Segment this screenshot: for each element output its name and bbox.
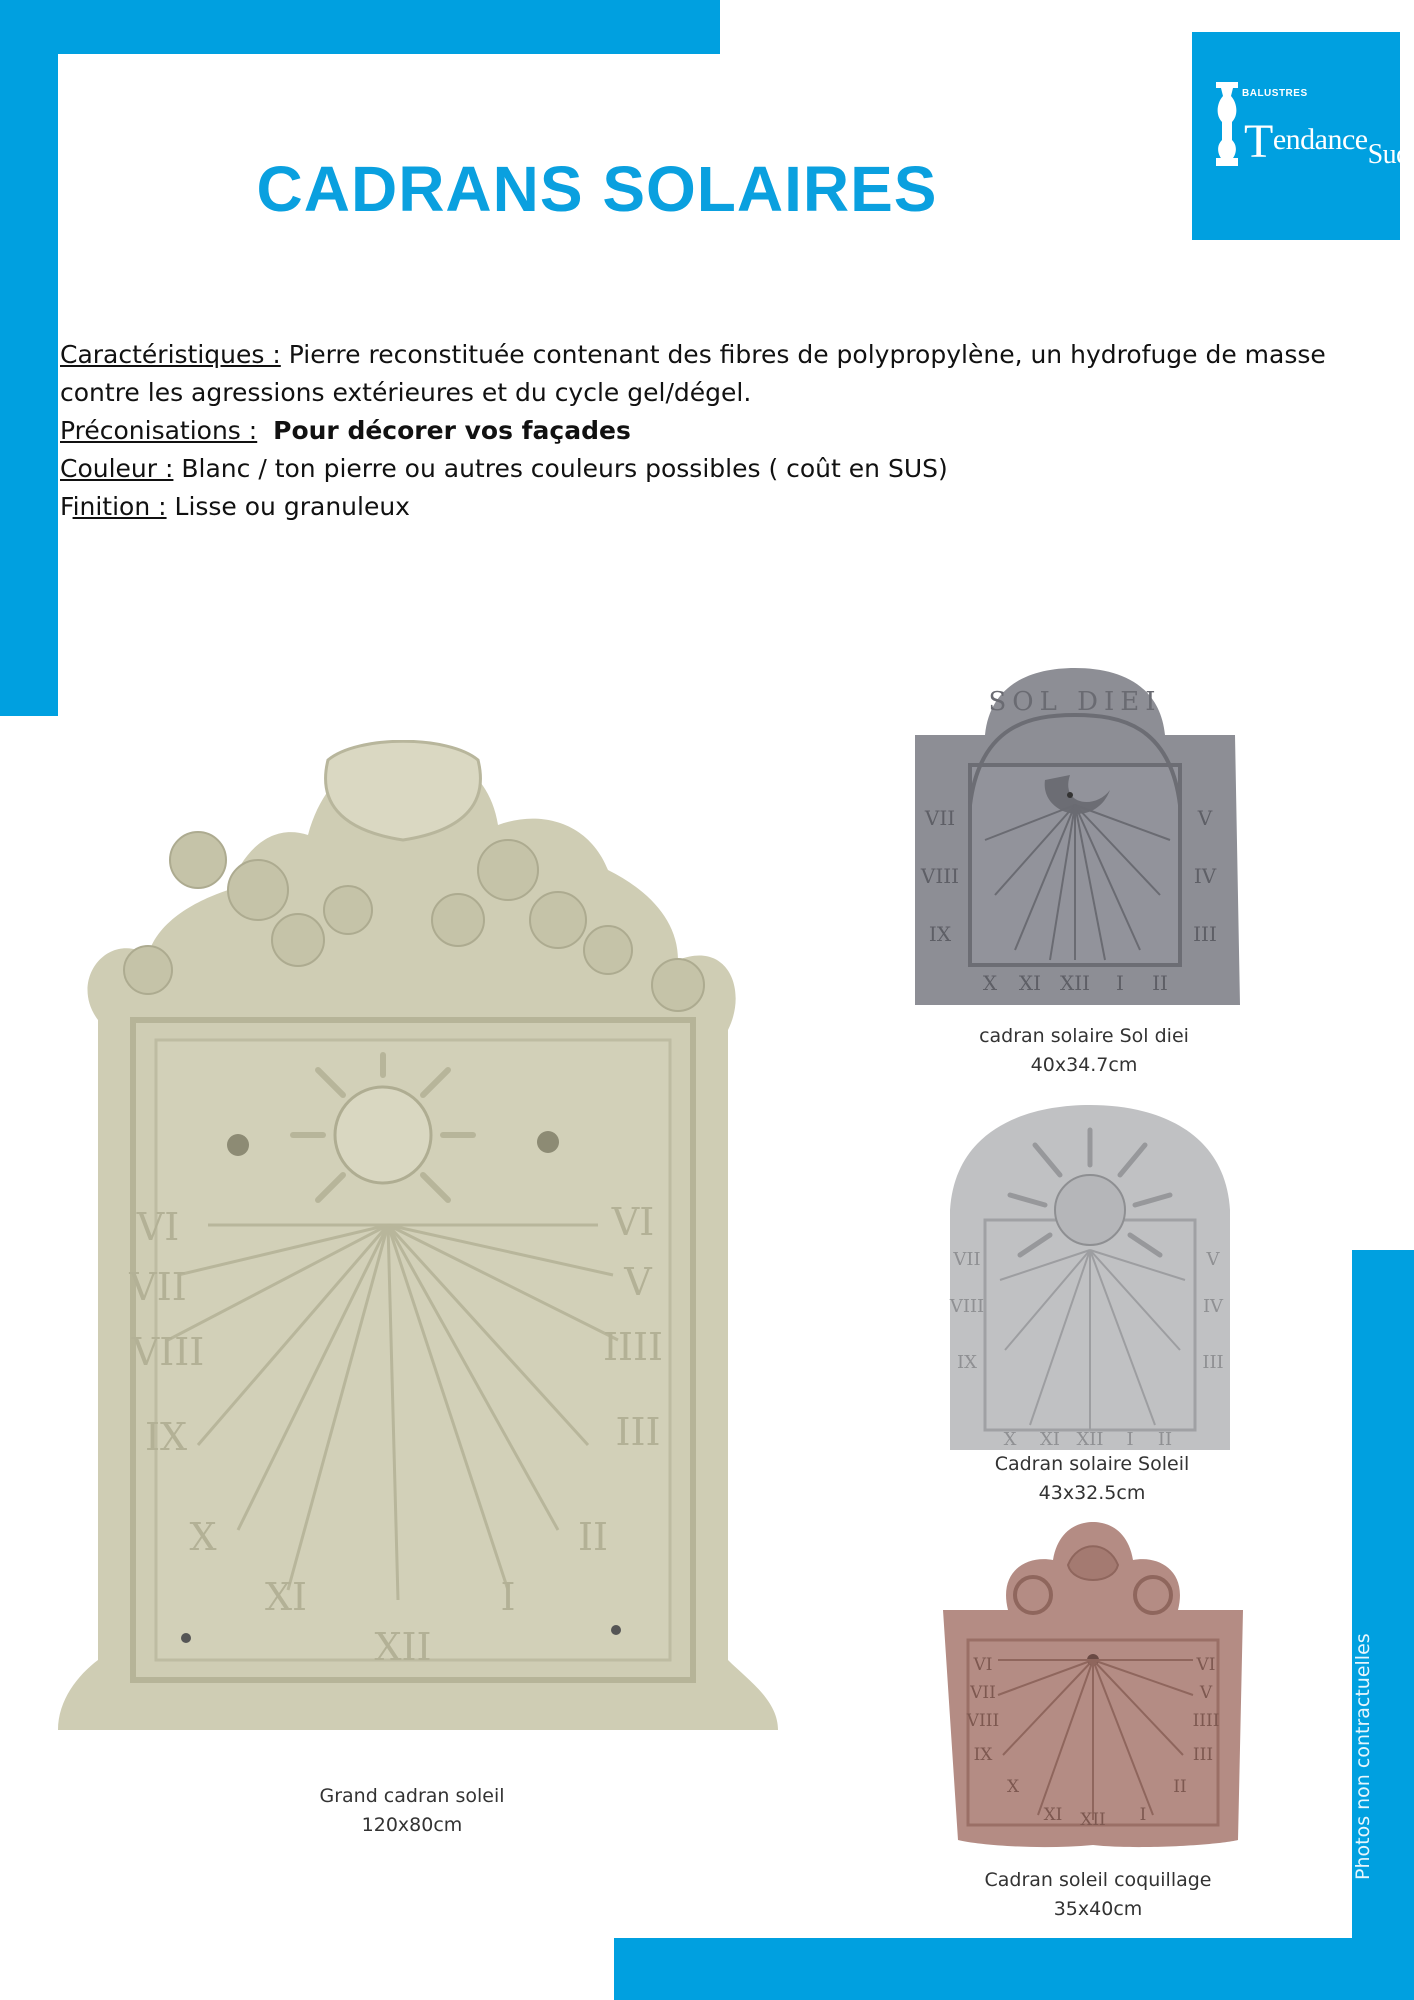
product-name: Grand cadran soleil	[319, 1785, 505, 1807]
spec-label: inition :	[72, 492, 167, 521]
numeral: X	[1006, 1777, 1020, 1797]
caption-sol-diei	[934, 1022, 1234, 1080]
numeral: VIII	[966, 1711, 1000, 1731]
numeral: IV	[1193, 864, 1217, 888]
spec-caracteristiques	[60, 336, 1360, 412]
product-size: 43x32.5cm	[1038, 1482, 1146, 1504]
numeral: VIII	[949, 1296, 985, 1317]
sundial-soleil-image	[945, 1100, 1235, 1455]
numeral: III	[1202, 1352, 1224, 1373]
numeral: XI	[1018, 971, 1042, 995]
bottom-blue-bar	[614, 1938, 1414, 2000]
logo-initial: T	[1244, 115, 1273, 168]
numeral: IV	[1202, 1296, 1224, 1317]
numeral: X	[1003, 1429, 1017, 1450]
numeral: VI	[1196, 1655, 1216, 1675]
logo-name	[1244, 106, 1410, 170]
numeral: XI	[1040, 1429, 1060, 1450]
numeral: XII	[374, 1625, 432, 1669]
numeral: VII	[970, 1683, 996, 1703]
numeral: I	[500, 1575, 516, 1619]
numeral: V	[1199, 1683, 1213, 1703]
caption-coquillage	[948, 1866, 1248, 1924]
numeral: XI	[1043, 1805, 1063, 1825]
product-name: Cadran soleil coquillage	[984, 1869, 1212, 1891]
spec-label: Préconisations :	[60, 416, 258, 445]
numeral: VI	[611, 1200, 655, 1244]
numeral: II	[1152, 971, 1168, 995]
spec-value: Blanc / ton pierre ou autres couleurs possibles ( coût en SUS)	[173, 454, 948, 483]
product-name: Cadran solaire Soleil	[994, 1453, 1190, 1475]
numeral: III	[615, 1410, 661, 1454]
spec-preconisations	[60, 412, 1360, 450]
numeral: VII	[924, 806, 956, 830]
spec-couleur	[60, 450, 1360, 488]
spec-finition	[60, 488, 1360, 526]
product-size: 120x80cm	[361, 1814, 463, 1836]
numeral: IX	[928, 922, 952, 946]
numeral: IX	[957, 1352, 977, 1373]
numeral: X	[189, 1515, 217, 1559]
product-name: cadran solaire Sol diei	[979, 1025, 1189, 1047]
numeral: IIII	[602, 1325, 664, 1369]
numeral: V	[1197, 806, 1213, 830]
right-blue-bar	[1352, 1250, 1414, 2000]
disclaimer-text: Photos non contractuelles	[1352, 1633, 1374, 1880]
left-blue-bar	[0, 0, 58, 716]
numeral: VI	[136, 1205, 180, 1249]
numeral: XII	[1076, 1429, 1104, 1450]
logo-suffix: Sud	[1367, 139, 1410, 170]
spec-label: Caractéristiques :	[60, 340, 281, 369]
spec-value: Pour décorer vos façades	[273, 416, 631, 445]
logo-name-rest: endance	[1272, 123, 1368, 156]
numeral: VIII	[131, 1330, 205, 1374]
sundial-grand-image	[28, 740, 788, 1760]
numeral: I	[1126, 1429, 1134, 1450]
product-specs	[60, 336, 1360, 526]
numeral: VI	[973, 1655, 993, 1675]
numeral: IX	[144, 1415, 188, 1459]
numeral: I	[1116, 971, 1124, 995]
logo-small-text: BALUSTRES	[1242, 88, 1308, 99]
numeral: XII	[1059, 971, 1091, 995]
numeral: III	[1192, 1745, 1214, 1765]
spec-value: Lisse ou granuleux	[166, 492, 410, 521]
spec-label-initial: F	[60, 492, 73, 521]
numeral: III	[1193, 922, 1217, 946]
spec-label: Couleur :	[60, 454, 174, 483]
numeral: IX	[973, 1745, 993, 1765]
numeral: VII	[129, 1265, 187, 1309]
numeral: IIII	[1192, 1711, 1220, 1731]
product-size: 35x40cm	[1053, 1898, 1143, 1920]
page-title: CADRANS SOLAIRES	[256, 153, 938, 225]
sundial-motto: SOL DIEI	[988, 687, 1162, 717]
spec-value: Pierre reconstituée contenant des fibres de polypropylène, un hydrofuge de masse contre les agressions extérieures et du cycle gel/dégel.	[60, 340, 1326, 407]
numeral: X	[982, 971, 998, 995]
numeral: XI	[264, 1575, 308, 1619]
sundial-sol-diei-image	[910, 665, 1240, 1010]
numeral: VIII	[920, 864, 960, 888]
caption-grand-cadran	[262, 1782, 562, 1840]
numeral: I	[1139, 1805, 1147, 1825]
sundial-coquillage-image	[938, 1520, 1248, 1850]
numeral: II	[1157, 1429, 1173, 1450]
numeral: XII	[1080, 1810, 1106, 1830]
numeral: VII	[953, 1249, 981, 1270]
numeral: II	[1173, 1777, 1187, 1797]
baluster-icon	[1214, 82, 1240, 166]
numeral: II	[577, 1515, 609, 1559]
product-size: 40x34.7cm	[1030, 1054, 1138, 1076]
top-left-blue-bar	[0, 0, 720, 54]
caption-soleil	[942, 1450, 1242, 1508]
numeral: V	[1206, 1249, 1220, 1270]
brand-logo	[1192, 32, 1410, 240]
numeral: V	[624, 1260, 652, 1304]
